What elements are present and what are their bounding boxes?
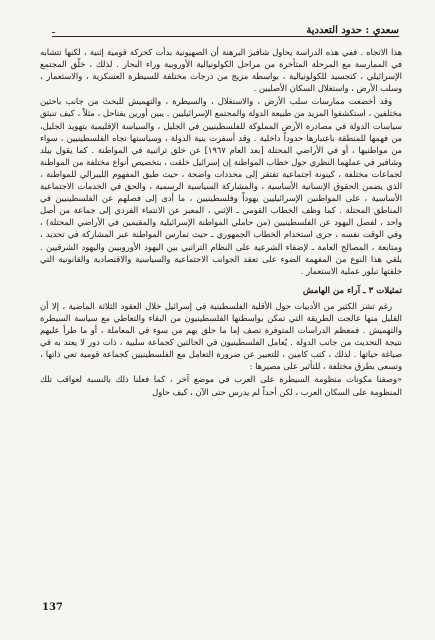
running-header-mark: ـ — [52, 25, 55, 36]
running-header-title: سعدي : حدود التعددية — [306, 25, 399, 36]
paragraph: رغم تشر الكثير من الأدبيات حول الأقلية الفلسطينية في إسرائيل خلال العقود الثلاثة الماضية ، إلا أن القليل منها عالجت الطريقة التي تمكن بواسطتها الفلسطينيون من البقاء والتعاطي مع سياسة السيطرة والتهميش . فمعظم الدراسات المتوفرة تصف إما ما حلق بهم من سوء في المعاملة ، أو ما طرأ عليهم نتيجة التحديث من جانب الدولة . يُعامل الفلسطينيون في الحالتين كجماعة سلبية ، ذات دور لا يعتد به في صياغة حياتها . لذلك ، كتب كامين ، للتعبير عن ضرورة التعامل مع الفلسطينيين كجماعة قومية تعي ذاتها ، وتسعى بطرق مختلفة ، للتأثير على مصيرها : — [40, 300, 402, 372]
body-text — [40, 46, 402, 399]
running-header — [52, 14, 399, 37]
section-heading: تمثيلات ٣ ـ آراء من الهامش — [302, 285, 402, 296]
paragraph: هذا الاتجاه . ففي هذه الدراسة يحاول شافير البرهنة أن الصهيونية بدأت كحركة قومية إثنية ، لكنها تتشابه في الممارسة مع المرحلة المتأخرة من مراحل الكولونيالية الأوروبية وراء البحار . لذلك ، خلّق المجتمع الإسرائيلي ، كتجسيد للكولونيالية ، بواسطة مزيج من درجات مختلفة للسيطرة العسكرية ، والاستعمار ، وسلب الأرض ، واستغلال السكان الأصليين . — [40, 47, 402, 94]
paragraph: وقد أخضعت ممارسات سلب الأرض ، والاستغلال ، والسيطرة ، والتهميش للبحث من جانب باحثين مختلفين ، استكشفوا المزيد من طبيعة الدولة والمجتمع الإسرائيليين . يبين أورين يفتاحل ، مثلاً ، كيف تنبثق سياسات الدولة في مصادرة الأرض المملوكة للفلسطينيين في الجليل ، والسياسة الإقليمية بتهويد الجليل، من فهمها للمنطقة باعتبارها حدوداً داخلية . وقد أسفرت بنية الدولة ، وسياستها تجاه الفلسطينيين ، سواء من مواطنيها ، أو في الأراضي المحتلة [بعد العام ١٩٦٧] عن خلق تراتبية في المواطنة . كما يقول بيلد وشافير في عملهما النظري حول خطاب المواطنة إن إسرائيل خلقت ، بتخصيص أنواع مختلفة من المواطنة لجماعات مختلفة ، كينونة اجتماعية تفتقر إلى محددات واضحة ، حيث طبق المفهوم الليبرالي للمواطنة ، الذي يضمن الحقوق الإنسانية الأساسية ، والمشاركة السياسية الرسمية ، والحق في الخدمات الاجتماعية الأساسية ، على المواطنين الإسرائيليين يهوداً وفلسطينيين ، ما أدى إلى فصلهم عن الفلسطينيين في المناطق المحتلة . كما وظف الخطاب القومي ـ الإثني ، المعبر عن الانتماء الفردي إلى جماعة من أصل واحد ، لفصل اليهود عن الفلسطينيين (من حاملي المواطنة الإسرائيلية والمقيمين في الأراضي المحتلة) ، وفي الوقت نفسه ، جرى استخدام الخطاب الجمهوري ـ حيث تمارس المواطنة عبر المشاركة في تحديد ، ومتابعة ، المصالح العامة ـ لإضفاء الشرعية على النظام التراتبي بين اليهود الأوروبيين واليهود الشرقيين . يلقي هذا النوع من المفهمة الضوء على تعقد الجوانب الاجتماعية والسياسية والاقتصادية والقانونية التي خلقتها تبلور عملية الاستعمار . — [40, 96, 403, 276]
quote-paragraph: «وصفنا مكونات منظومة السيطرة على العرب في موضع آخر ، كما فعلنا ذلك بالنسبة لعواقب تلك المنظومة على السكان العرب ، لكن أحداً لم يدرس حتى الآن ، كيف حاول — [40, 374, 402, 397]
page-number: 137 — [42, 602, 63, 613]
